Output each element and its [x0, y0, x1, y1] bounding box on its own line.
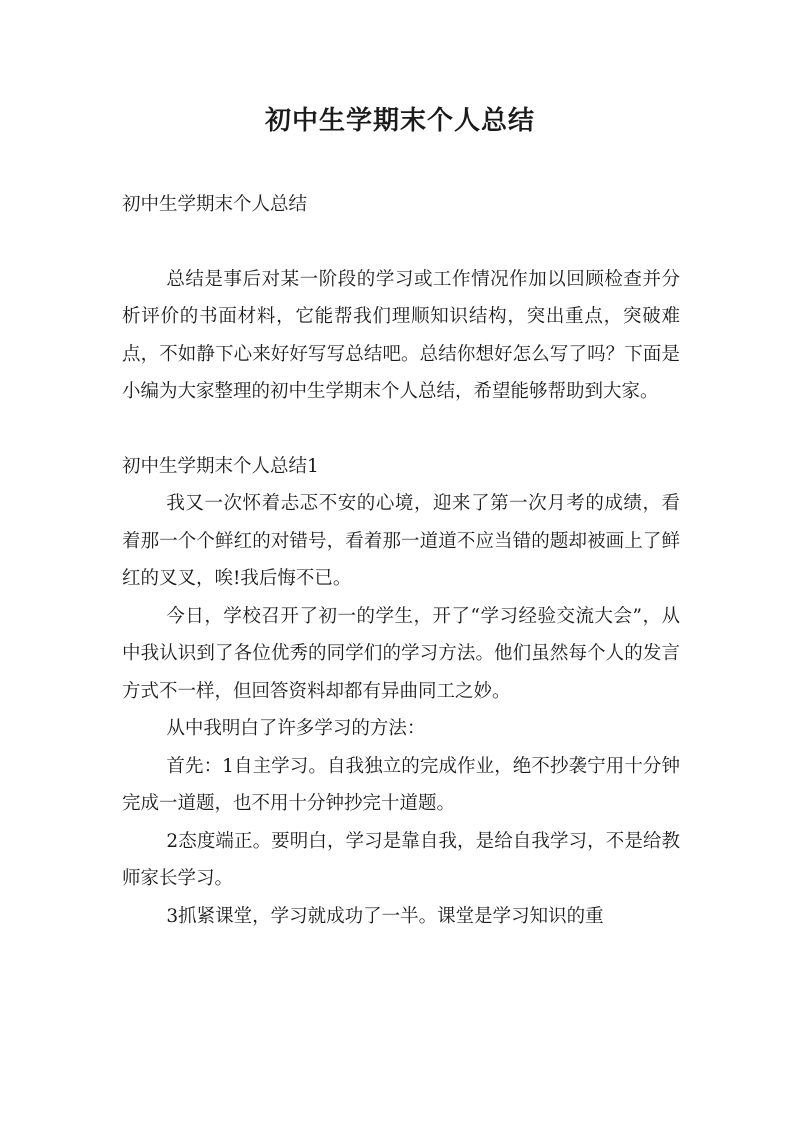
- body-paragraph-4: 首先：1自主学习。自我独立的完成作业，绝不抄袭宁用十分钟完成一道题，也不用十分钟抄完十道题。: [122, 755, 680, 814]
- document-title: 初中生学期末个人总结: [264, 106, 535, 136]
- section-heading: 初中生学期末个人总结1: [122, 455, 319, 477]
- body-paragraph-1: 我又一次怀着忐忑不安的心境，迎来了第一次月考的成绩，看着那一个个鲜红的对错号，看着那一道道不应当错的题却被画上了鲜红的叉叉，唉!我后悔不已。: [122, 493, 680, 589]
- document-subtitle: 初中生学期末个人总结: [122, 194, 308, 215]
- body-paragraph-2: 今日，学校召开了初一的学生，开了“学习经验交流大会”，从中我认识到了各位优秀的同学们的学习方法。他们虽然每个人的发言方式不一样，但回答资料却都有异曲同工之妙。: [122, 605, 680, 702]
- document-body: [122, 186, 680, 935]
- body-paragraph-3: 从中我明白了许多学习的方法：: [166, 718, 426, 739]
- body-paragraph-5: 2态度端正。要明白，学习是靠自我，是给自我学习，不是给教师家长学习。: [122, 830, 680, 889]
- body-paragraph-6: 3抓紧课堂，学习就成功了一半。课堂是学习知识的重: [166, 905, 604, 927]
- intro-paragraph: 总结是事后对某一阶段的学习或工作情况作加以回顾检查并分析评价的书面材料，它能帮我们理顺知识结构，突出重点，突破难点，不如静下心来好好写写总结吧。总结你想好怎么写了吗？下面是小编为大家整理的初中生学期末个人总结，希望能够帮助到大家。: [122, 268, 680, 402]
